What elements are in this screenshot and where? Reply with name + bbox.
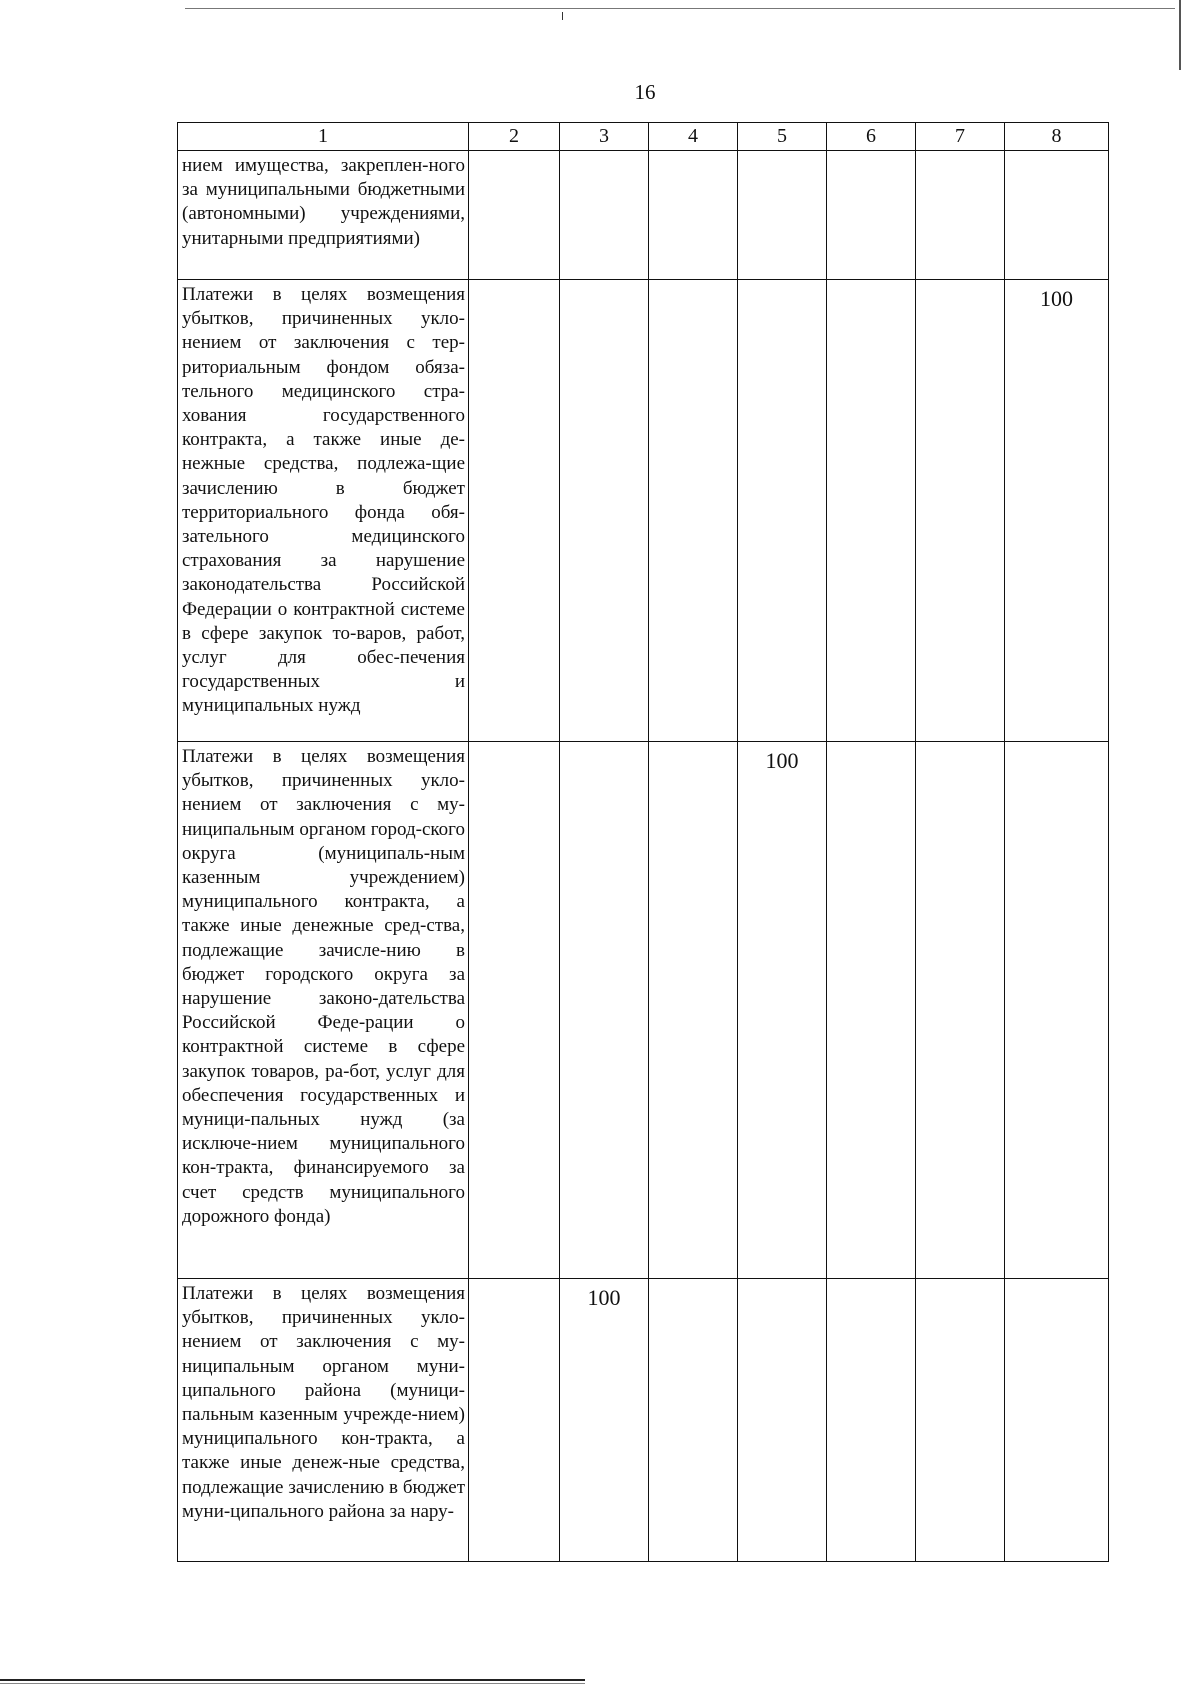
column-header: 8 xyxy=(1005,123,1109,151)
scan-border-bottom xyxy=(0,1679,585,1681)
value-cell xyxy=(916,280,1005,742)
value-cell xyxy=(738,280,827,742)
value-cell xyxy=(738,1279,827,1562)
payment-description: Платежи в целях возмещения убытков, причиненных укло-нением от заключения с му-ниципальным органом муни-ципального района (муници-пальным казенным учрежде-нием) муниципального кон-тракта, а также иные денеж-ные средства, подлежащие зачислению в бюджет муни-ципального района за нару- xyxy=(178,1279,469,1562)
scan-border-bottom-faint xyxy=(0,1683,585,1684)
column-header: 4 xyxy=(649,123,738,151)
value-cell xyxy=(649,151,738,280)
value-cell: 100 xyxy=(560,1279,649,1562)
value-cell xyxy=(1005,742,1109,1279)
column-header: 1 xyxy=(178,123,469,151)
value-cell xyxy=(827,151,916,280)
value-cell xyxy=(649,280,738,742)
page-number: 16 xyxy=(634,80,656,104)
value-cell xyxy=(469,280,560,742)
table-row xyxy=(178,151,1109,280)
value-cell xyxy=(1005,1279,1109,1562)
scan-border-top xyxy=(185,8,1175,9)
value-cell xyxy=(916,1279,1005,1562)
value-cell xyxy=(916,151,1005,280)
value-cell xyxy=(827,1279,916,1562)
value-cell xyxy=(649,1279,738,1562)
value-cell xyxy=(469,742,560,1279)
value-cell xyxy=(827,742,916,1279)
payment-description: Платежи в целях возмещения убытков, причиненных укло-нением от заключения с му-ниципальным органом город-ского округа (муниципаль-ным казенным учреждением) муниципального контракта, а также иные денежные сред-ства, подлежащие зачисле-нию в бюджет городского округа за нарушение законо-дательства Российской Феде-рации о контрактной системе в сфере закупок товаров, ра-бот, услуг для обеспечения государственных и муници-пальных нужд (за исключе-нием муниципального кон-тракта, финансируемого за счет средств муниципального дорожного фонда) xyxy=(178,742,469,1279)
column-header: 2 xyxy=(469,123,560,151)
column-header: 3 xyxy=(560,123,649,151)
header-row xyxy=(178,123,1109,151)
table-row xyxy=(178,280,1109,742)
value-cell xyxy=(560,280,649,742)
column-header: 5 xyxy=(738,123,827,151)
value-cell: 100 xyxy=(738,742,827,1279)
value-cell xyxy=(738,151,827,280)
table-row xyxy=(178,1279,1109,1562)
value-cell: 100 xyxy=(1005,280,1109,742)
column-header: 7 xyxy=(916,123,1005,151)
value-cell xyxy=(560,742,649,1279)
column-header: 6 xyxy=(827,123,916,151)
value-cell xyxy=(469,151,560,280)
value-cell xyxy=(469,1279,560,1562)
value-cell xyxy=(916,742,1005,1279)
value-cell xyxy=(560,151,649,280)
payment-description: Платежи в целях возмещения убытков, причиненных укло-нением от заключения с тер-риториальным фондом обяза-тельного медицинского стра-хования государственного контракта, а также иные де-нежные средства, подлежа-щие зачислению в бюджет территориального фонда обя-зательного медицинского страхования за нарушение законодательства Российской Федерации о контрактной системе в сфере закупок то-варов, работ, услуг для обес-печения государственных и муниципальных нужд xyxy=(178,280,469,742)
value-cell xyxy=(1005,151,1109,280)
scan-mark-top xyxy=(562,12,563,20)
payment-description: нием имущества, закреплен-ного за муниципальными бюджетными (автономными) учреждениями, унитарными предприятиями) xyxy=(178,151,469,280)
table-row xyxy=(178,742,1109,1279)
scan-border-right xyxy=(1179,0,1181,70)
revenue-allocation-table xyxy=(177,122,1109,1562)
value-cell xyxy=(827,280,916,742)
value-cell xyxy=(649,742,738,1279)
